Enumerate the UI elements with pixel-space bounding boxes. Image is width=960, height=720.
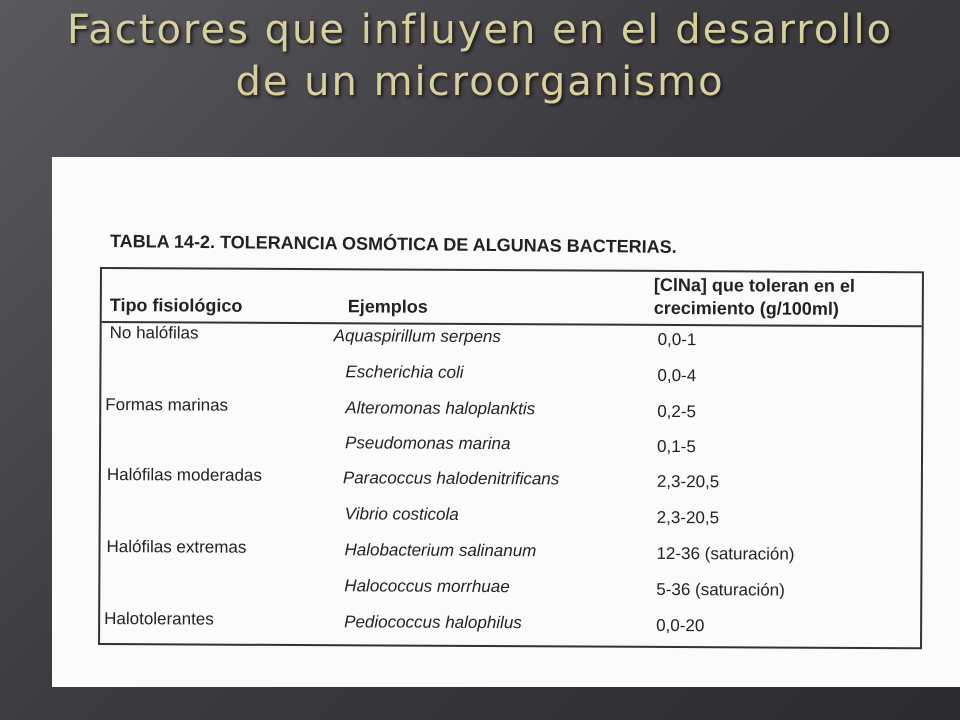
row-type: Formas marinas — [105, 395, 229, 415]
row-example: Pediococcus halophilus — [344, 612, 522, 633]
row-example: Pseudomonas marina — [345, 433, 511, 454]
row-type: Halófilas extremas — [106, 537, 247, 557]
row-example: Paracoccus halodenitrificans — [342, 468, 560, 489]
row-example: Halobacterium salinanum — [344, 540, 537, 561]
row-range: 0,1-5 — [657, 436, 696, 457]
header-tolerance-line1: [ClNa] que toleran en el — [653, 274, 856, 296]
row-type: Halófilas moderadas — [106, 465, 262, 485]
row-type: Halotolerantes — [104, 609, 214, 629]
row-example: Alteromonas haloplanktis — [345, 398, 536, 419]
row-example: Vibrio costicola — [344, 504, 459, 524]
row-range: 2,3-20,5 — [656, 471, 720, 492]
header-type: Tipo fisiológico — [109, 295, 243, 316]
row-range: 0,0-1 — [657, 329, 697, 350]
scanned-table-image — [52, 157, 960, 687]
row-type: No halófilas — [109, 323, 199, 343]
header-tolerance-line2: crecimiento (g/100ml) — [653, 297, 839, 319]
tolerance-table — [98, 267, 924, 649]
row-range: 0,0-20 — [656, 615, 705, 636]
header-examples: Ejemplos — [347, 296, 428, 317]
slide-title: Factores que influyen en el desarrollo de un microorganismo — [66, 7, 894, 105]
row-range: 0,2-5 — [657, 401, 697, 422]
row-example: Halococcus morrhuae — [344, 576, 510, 597]
row-range: 12-36 (saturación) — [656, 543, 795, 564]
row-range: 2,3-20,5 — [656, 507, 720, 528]
row-range: 0,0-4 — [657, 365, 697, 386]
header-divider — [102, 321, 922, 327]
row-example: Escherichia coli — [345, 362, 464, 382]
table-caption: TABLA 14-2. TOLERANCIA OSMÓTICA DE ALGUNAS BACTERIAS. — [109, 231, 677, 257]
row-example: Aquaspirillum serpens — [333, 326, 501, 347]
row-range: 5-36 (saturación) — [656, 579, 785, 600]
